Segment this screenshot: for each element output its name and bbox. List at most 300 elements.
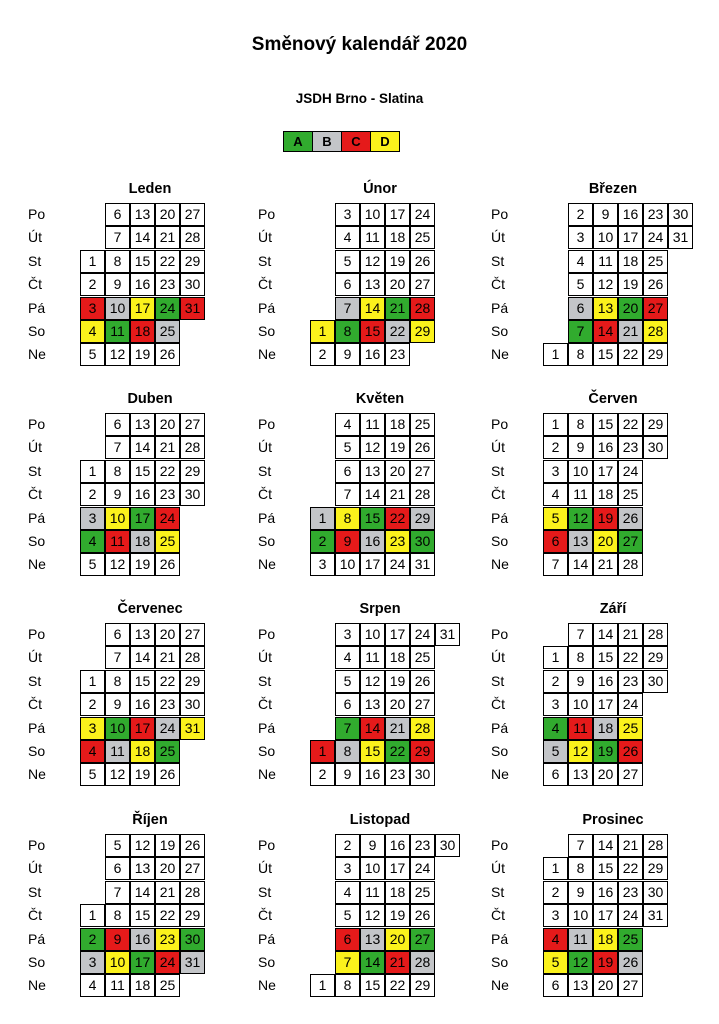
day-cell: 7	[335, 483, 360, 506]
day-cell: 16	[593, 670, 618, 693]
day-cell: 28	[180, 881, 205, 904]
day-cell: 24	[155, 297, 180, 320]
day-cell: 28	[643, 834, 668, 857]
day-cell: 21	[618, 834, 643, 857]
weekday-label: St	[258, 883, 272, 900]
weekday-label: St	[491, 883, 505, 900]
day-cell: 30	[435, 834, 460, 857]
day-cell: 1	[310, 320, 335, 343]
day-cell: 23	[155, 693, 180, 716]
weekday-label: Út	[491, 860, 505, 877]
day-cell: 3	[335, 203, 360, 226]
day-cell: 28	[618, 553, 643, 576]
day-cell: 29	[643, 857, 668, 880]
day-cell: 31	[643, 904, 668, 927]
day-cell: 2	[80, 693, 105, 716]
day-cell: 13	[130, 857, 155, 880]
day-cell: 8	[335, 740, 360, 763]
weekday-label: St	[491, 252, 505, 269]
day-cell: 2	[310, 343, 335, 366]
day-cell: 9	[105, 483, 130, 506]
legend-shift-a: A	[284, 132, 313, 151]
weekday-label: Po	[28, 206, 46, 222]
day-cell: 2	[543, 881, 568, 904]
weekday-label: Út	[258, 439, 272, 456]
day-cell: 9	[568, 670, 593, 693]
day-cell: 10	[568, 904, 593, 927]
day-cell: 1	[543, 343, 568, 366]
weekday-label: So	[491, 533, 509, 549]
day-cell: 17	[385, 623, 410, 646]
day-cell: 4	[80, 740, 105, 763]
day-cell: 18	[593, 928, 618, 951]
day-cell: 27	[180, 413, 205, 436]
day-cell: 12	[568, 740, 593, 763]
day-cell: 10	[105, 717, 130, 740]
day-cell: 7	[335, 951, 360, 974]
day-cell: 6	[335, 928, 360, 951]
day-cell: 23	[618, 881, 643, 904]
day-cell: 11	[568, 717, 593, 740]
day-cell: 15	[593, 343, 618, 366]
day-cell: 26	[410, 250, 435, 273]
weekday-label: St	[28, 883, 42, 900]
day-cell: 17	[360, 553, 385, 576]
day-cell: 10	[335, 553, 360, 576]
day-cell: 15	[360, 507, 385, 530]
weekday-label: Pá	[491, 509, 509, 526]
day-cell: 10	[360, 857, 385, 880]
day-cell: 3	[543, 460, 568, 483]
day-cell: 18	[385, 413, 410, 436]
day-cell: 15	[130, 904, 155, 927]
day-cell: 12	[360, 250, 385, 273]
day-cell: 22	[155, 250, 180, 273]
day-cell: 30	[180, 483, 205, 506]
day-cell: 14	[593, 320, 618, 343]
day-cell: 26	[155, 763, 180, 786]
day-cell: 28	[643, 320, 668, 343]
day-cell: 8	[105, 460, 130, 483]
day-cell: 26	[155, 553, 180, 576]
weekday-label: Pá	[28, 509, 46, 526]
day-cell: 14	[360, 951, 385, 974]
day-cell: 25	[410, 881, 435, 904]
day-cell: 28	[410, 297, 435, 320]
day-cell: 5	[568, 273, 593, 296]
day-cell: 12	[105, 343, 130, 366]
day-cell: 5	[335, 904, 360, 927]
day-cell: 13	[130, 203, 155, 226]
day-cell: 20	[593, 763, 618, 786]
day-cell: 13	[360, 460, 385, 483]
weekday-label: Ne	[491, 556, 509, 573]
month-name: Červen	[588, 391, 638, 407]
day-cell: 19	[618, 273, 643, 296]
day-cell: 30	[410, 530, 435, 553]
day-cell: 8	[105, 250, 130, 273]
weekday-label: Út	[491, 649, 505, 666]
day-cell: 17	[618, 226, 643, 249]
weekday-label: St	[28, 672, 42, 689]
day-cell: 28	[643, 623, 668, 646]
day-cell: 23	[385, 763, 410, 786]
day-cell: 26	[155, 343, 180, 366]
day-cell: 19	[593, 951, 618, 974]
month-9	[491, 601, 719, 781]
day-cell: 11	[105, 530, 130, 553]
month-name: Duben	[127, 391, 173, 407]
day-cell: 6	[543, 974, 568, 997]
month-1	[28, 181, 268, 361]
day-cell: 15	[593, 857, 618, 880]
day-cell: 12	[130, 834, 155, 857]
day-cell: 29	[643, 413, 668, 436]
day-cell: 21	[618, 320, 643, 343]
day-cell: 5	[335, 436, 360, 459]
day-cell: 17	[130, 717, 155, 740]
day-cell: 25	[618, 717, 643, 740]
weekday-label: Út	[258, 229, 272, 246]
day-cell: 5	[543, 951, 568, 974]
day-cell: 16	[360, 763, 385, 786]
day-cell: 15	[593, 646, 618, 669]
weekday-label: Čt	[258, 486, 272, 503]
day-cell: 18	[130, 530, 155, 553]
day-cell: 5	[80, 343, 105, 366]
day-cell: 4	[543, 483, 568, 506]
day-cell: 14	[130, 436, 155, 459]
weekday-label: Čt	[491, 276, 505, 293]
day-cell: 11	[360, 881, 385, 904]
day-cell: 13	[360, 928, 385, 951]
day-cell: 12	[568, 951, 593, 974]
weekday-label: So	[258, 323, 276, 339]
weekday-label: Čt	[491, 907, 505, 924]
day-cell: 4	[335, 881, 360, 904]
day-cell: 26	[618, 740, 643, 763]
day-cell: 22	[155, 904, 180, 927]
day-cell: 20	[593, 530, 618, 553]
day-cell: 27	[410, 273, 435, 296]
day-cell: 15	[130, 250, 155, 273]
weekday-label: Ne	[28, 346, 46, 363]
day-cell: 21	[593, 553, 618, 576]
month-name: Únor	[363, 181, 397, 197]
day-cell: 18	[385, 646, 410, 669]
day-cell: 21	[385, 483, 410, 506]
shift-legend	[283, 131, 400, 152]
day-cell: 15	[360, 740, 385, 763]
day-cell: 13	[130, 413, 155, 436]
day-cell: 25	[410, 226, 435, 249]
day-cell: 14	[130, 226, 155, 249]
day-cell: 23	[385, 530, 410, 553]
day-cell: 4	[543, 928, 568, 951]
weekday-label: Čt	[491, 696, 505, 713]
weekday-label: Pá	[258, 719, 276, 736]
day-cell: 20	[155, 857, 180, 880]
day-cell: 9	[360, 834, 385, 857]
weekday-label: Ne	[28, 766, 46, 783]
day-cell: 28	[180, 436, 205, 459]
day-cell: 6	[105, 413, 130, 436]
day-cell: 18	[593, 717, 618, 740]
weekday-label: Pá	[491, 930, 509, 947]
day-cell: 20	[155, 623, 180, 646]
day-cell: 22	[618, 646, 643, 669]
weekday-label: Ne	[28, 556, 46, 573]
day-cell: 31	[180, 717, 205, 740]
day-cell: 10	[568, 693, 593, 716]
day-cell: 17	[593, 693, 618, 716]
weekday-label: Ne	[491, 766, 509, 783]
day-cell: 7	[543, 553, 568, 576]
day-cell: 7	[568, 834, 593, 857]
day-cell: 14	[593, 623, 618, 646]
weekday-label: So	[491, 323, 509, 339]
day-cell: 16	[385, 834, 410, 857]
day-cell: 17	[593, 460, 618, 483]
day-cell: 18	[593, 483, 618, 506]
day-cell: 20	[593, 974, 618, 997]
day-cell: 24	[618, 460, 643, 483]
day-cell: 23	[410, 834, 435, 857]
day-cell: 5	[80, 553, 105, 576]
day-cell: 29	[643, 646, 668, 669]
day-cell: 13	[360, 273, 385, 296]
day-cell: 20	[155, 413, 180, 436]
weekday-label: Pá	[28, 299, 46, 316]
weekday-label: St	[28, 252, 42, 269]
day-cell: 15	[360, 320, 385, 343]
weekday-label: St	[491, 672, 505, 689]
day-cell: 1	[310, 507, 335, 530]
day-cell: 31	[668, 226, 693, 249]
month-5	[258, 391, 498, 571]
day-cell: 5	[105, 834, 130, 857]
month-name: Srpen	[359, 601, 401, 617]
month-name: Říjen	[132, 812, 168, 828]
day-cell: 24	[410, 203, 435, 226]
day-cell: 16	[130, 273, 155, 296]
day-cell: 25	[155, 974, 180, 997]
day-cell: 28	[410, 717, 435, 740]
day-cell: 12	[360, 436, 385, 459]
month-name: Listopad	[349, 812, 411, 828]
weekday-label: Pá	[28, 930, 46, 947]
day-cell: 19	[385, 436, 410, 459]
day-cell: 17	[385, 857, 410, 880]
day-cell: 23	[155, 928, 180, 951]
day-cell: 9	[568, 881, 593, 904]
weekday-label: Čt	[258, 696, 272, 713]
day-cell: 30	[180, 693, 205, 716]
day-cell: 23	[643, 203, 668, 226]
day-cell: 15	[593, 413, 618, 436]
month-12	[491, 812, 719, 992]
day-cell: 14	[130, 881, 155, 904]
day-cell: 10	[593, 226, 618, 249]
day-cell: 21	[385, 951, 410, 974]
day-cell: 29	[180, 250, 205, 273]
day-cell: 1	[80, 670, 105, 693]
month-8	[258, 601, 498, 781]
month-10	[28, 812, 268, 992]
weekday-label: So	[28, 743, 46, 759]
weekday-label: Pá	[258, 509, 276, 526]
day-cell: 24	[643, 226, 668, 249]
day-cell: 29	[180, 904, 205, 927]
day-cell: 24	[410, 623, 435, 646]
weekday-label: Ne	[258, 346, 276, 363]
month-name: Červenec	[117, 601, 183, 617]
day-cell: 3	[335, 623, 360, 646]
day-cell: 27	[410, 928, 435, 951]
day-cell: 6	[105, 857, 130, 880]
day-cell: 19	[130, 763, 155, 786]
weekday-label: Út	[28, 229, 42, 246]
day-cell: 24	[385, 553, 410, 576]
day-cell: 24	[410, 857, 435, 880]
day-cell: 7	[335, 297, 360, 320]
weekday-label: Pá	[491, 299, 509, 316]
weekday-label: Po	[491, 416, 509, 432]
weekday-label: Út	[28, 439, 42, 456]
weekday-label: So	[258, 533, 276, 549]
weekday-label: Út	[491, 229, 505, 246]
day-cell: 2	[310, 763, 335, 786]
day-cell: 30	[668, 203, 693, 226]
day-cell: 24	[155, 717, 180, 740]
weekday-label: St	[258, 672, 272, 689]
weekday-label: Pá	[258, 299, 276, 316]
day-cell: 22	[618, 343, 643, 366]
day-cell: 9	[335, 343, 360, 366]
day-cell: 20	[385, 928, 410, 951]
day-cell: 3	[543, 693, 568, 716]
day-cell: 12	[568, 507, 593, 530]
day-cell: 15	[130, 670, 155, 693]
day-cell: 21	[155, 226, 180, 249]
day-cell: 6	[105, 203, 130, 226]
day-cell: 18	[130, 974, 155, 997]
day-cell: 27	[618, 974, 643, 997]
day-cell: 13	[130, 623, 155, 646]
day-cell: 30	[410, 763, 435, 786]
weekday-label: So	[491, 954, 509, 970]
day-cell: 9	[105, 693, 130, 716]
day-cell: 19	[130, 553, 155, 576]
day-cell: 25	[643, 250, 668, 273]
day-cell: 19	[593, 740, 618, 763]
day-cell: 9	[593, 203, 618, 226]
day-cell: 3	[80, 297, 105, 320]
day-cell: 29	[643, 343, 668, 366]
month-name: Květen	[355, 391, 405, 407]
day-cell: 17	[130, 951, 155, 974]
day-cell: 19	[385, 904, 410, 927]
day-cell: 31	[435, 623, 460, 646]
day-cell: 11	[568, 483, 593, 506]
month-3	[491, 181, 719, 361]
day-cell: 6	[543, 763, 568, 786]
day-cell: 7	[335, 717, 360, 740]
day-cell: 2	[335, 834, 360, 857]
day-cell: 13	[360, 693, 385, 716]
day-cell: 9	[105, 273, 130, 296]
month-name: Září	[599, 601, 627, 617]
day-cell: 30	[643, 881, 668, 904]
day-cell: 26	[410, 904, 435, 927]
day-cell: 24	[155, 951, 180, 974]
weekday-label: St	[491, 462, 505, 479]
day-cell: 21	[155, 646, 180, 669]
day-cell: 16	[130, 693, 155, 716]
day-cell: 23	[155, 273, 180, 296]
day-cell: 1	[80, 904, 105, 927]
weekday-label: Po	[28, 416, 46, 432]
day-cell: 9	[335, 530, 360, 553]
day-cell: 26	[643, 273, 668, 296]
day-cell: 27	[618, 530, 643, 553]
month-name: Prosinec	[582, 812, 644, 828]
weekday-label: Po	[28, 837, 46, 853]
day-cell: 1	[80, 460, 105, 483]
day-cell: 19	[385, 250, 410, 273]
weekday-label: Po	[258, 626, 276, 642]
day-cell: 31	[180, 297, 205, 320]
day-cell: 5	[80, 763, 105, 786]
day-cell: 2	[80, 273, 105, 296]
day-cell: 19	[385, 670, 410, 693]
day-cell: 4	[80, 530, 105, 553]
day-cell: 25	[618, 928, 643, 951]
day-cell: 15	[130, 460, 155, 483]
weekday-label: St	[28, 462, 42, 479]
weekday-label: So	[258, 954, 276, 970]
day-cell: 11	[105, 320, 130, 343]
day-cell: 3	[80, 951, 105, 974]
weekday-label: Ne	[258, 556, 276, 573]
day-cell: 20	[155, 203, 180, 226]
weekday-label: St	[258, 252, 272, 269]
day-cell: 11	[568, 928, 593, 951]
weekday-label: Pá	[28, 719, 46, 736]
weekday-label: So	[258, 743, 276, 759]
day-cell: 3	[335, 857, 360, 880]
day-cell: 22	[618, 857, 643, 880]
day-cell: 29	[410, 740, 435, 763]
day-cell: 21	[385, 297, 410, 320]
day-cell: 29	[410, 974, 435, 997]
day-cell: 11	[360, 226, 385, 249]
day-cell: 23	[155, 483, 180, 506]
day-cell: 18	[385, 226, 410, 249]
day-cell: 6	[335, 273, 360, 296]
day-cell: 17	[593, 904, 618, 927]
day-cell: 26	[410, 436, 435, 459]
day-cell: 12	[593, 273, 618, 296]
day-cell: 4	[80, 320, 105, 343]
day-cell: 31	[410, 553, 435, 576]
weekday-label: So	[28, 323, 46, 339]
day-cell: 4	[80, 974, 105, 997]
day-cell: 28	[410, 483, 435, 506]
page-subtitle: JSDH Brno - Slatina	[295, 91, 424, 106]
day-cell: 22	[618, 413, 643, 436]
day-cell: 14	[130, 646, 155, 669]
